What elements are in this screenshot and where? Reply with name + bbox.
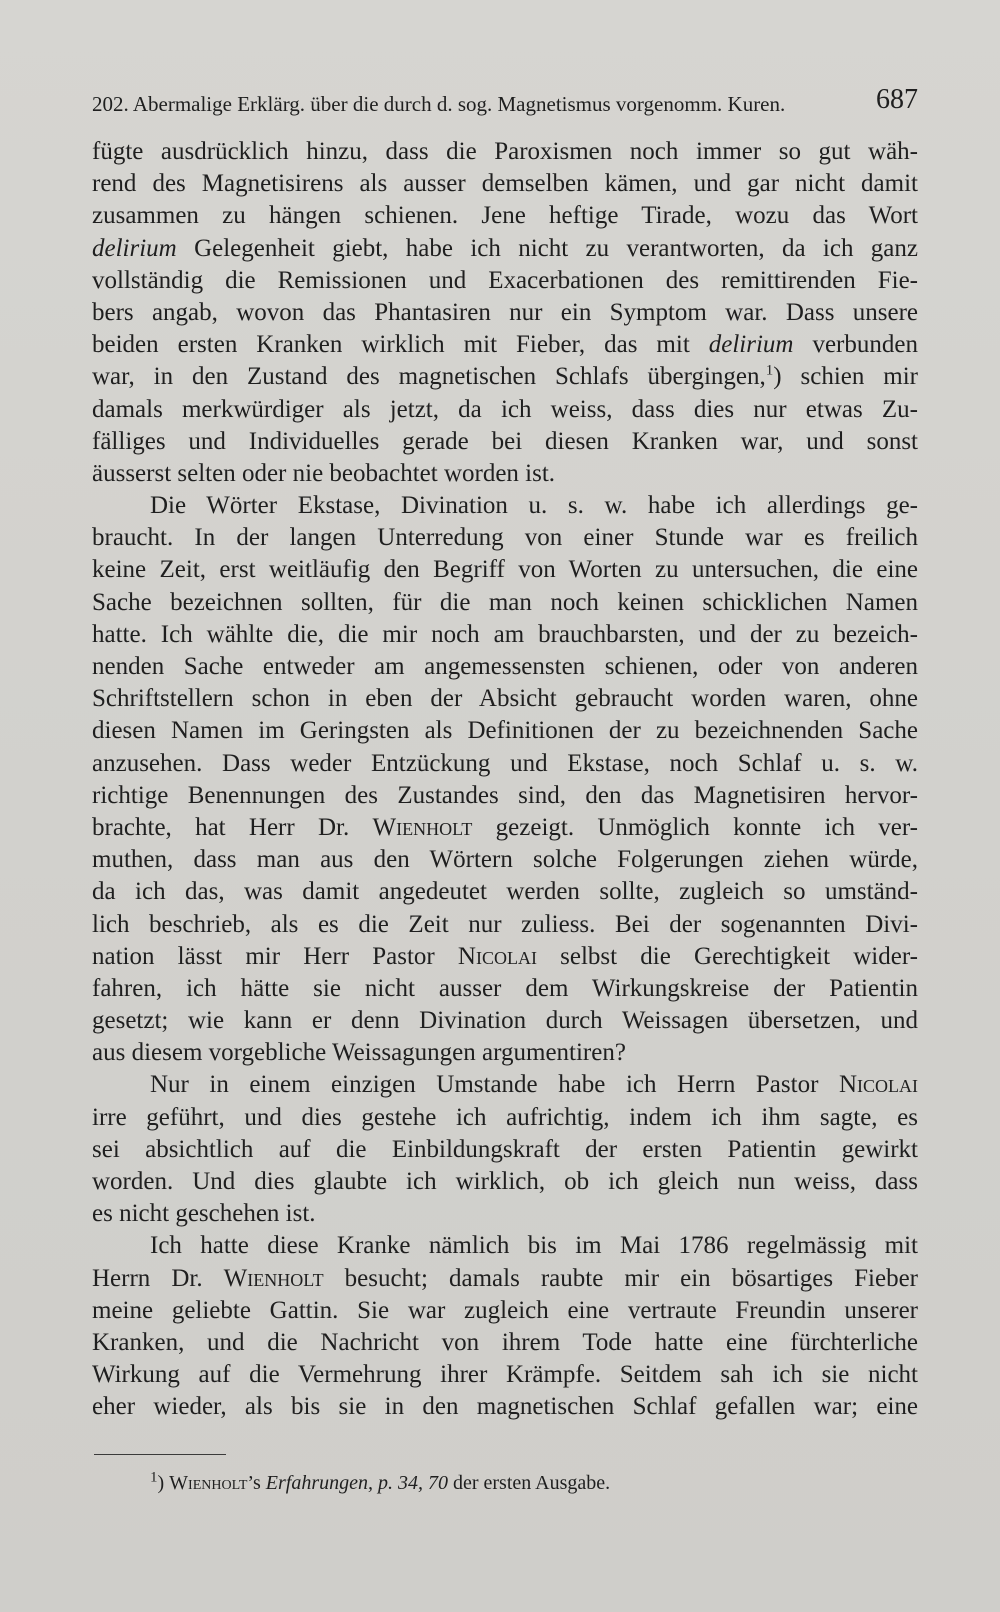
text-line: hatte. Ich wählte die, die mir noch am brauchbarsten, und der zu bezeich-	[92, 620, 918, 648]
text-line: bers angab, wovon das Phantasiren nur ein Symptom war. Dass unsere	[92, 298, 918, 326]
text-line: meine geliebte Gattin. Sie war zugleich eine vertraute Freundin unserer	[92, 1296, 918, 1324]
work-title: Erfahrungen, p. 34, 70	[265, 1472, 448, 1494]
footnote-reference: 1	[765, 362, 774, 379]
text-line: Sache bezeichnen sollten, für die man noch keinen schicklichen Namen	[92, 588, 918, 616]
text-line: rend des Magnetisirens als ausser demselben kämen, und gar nicht damit	[92, 170, 918, 198]
text-line: richtige Benennungen des Zustandes sind, den das Magnetisiren hervor-	[92, 781, 918, 809]
text-line: keine Zeit, erst weitläufig den Begriff von Worten zu untersuchen, die eine	[92, 556, 918, 584]
text-line: damals merkwürdiger als jetzt, da ich weiss, dass dies nur etwas Zu-	[92, 395, 918, 423]
footnote: $^1$) Wienholt’s Erfahrungen, p. 34, 70 der ersten Ausgabe.	[150, 1469, 611, 1494]
text-line: äusserst selten oder nie beobachtet worden ist.	[92, 459, 556, 487]
text-line: es nicht geschehen ist.	[92, 1200, 316, 1228]
text-line: brachte, hat Herr Dr. Wienholt gezeigt. Unmöglich konnte ich ver-	[92, 813, 918, 841]
emphasis: delirium	[92, 234, 177, 262]
text-line: worden. Und dies glaubte ich wirklich, ob ich gleich nun weiss, dass	[92, 1168, 918, 1195]
author-name: Nicolai	[838, 1071, 918, 1099]
text-line: gesetzt; wie kann er denn Divination durch Weissagen übersetzen, und	[92, 1007, 918, 1035]
text-line: delirium Gelegenheit giebt, habe ich nicht zu verantworten, da ich ganz	[92, 234, 918, 262]
text-line: nation lässt mir Herr Pastor Nicolai selbst die Gerechtigkeit wider-	[92, 942, 918, 970]
text-line: Nur in einem einzigen Umstande habe ich Herrn Pastor Nicolai	[150, 1071, 918, 1099]
author-name: Wienholt	[169, 1472, 248, 1494]
text-line: irre geführt, und dies gestehe ich aufrichtig, indem ich ihm sagte, es	[92, 1103, 918, 1131]
page-number: 687	[876, 84, 918, 115]
text-line: fälliges und Individuelles gerade bei diesen Kranken war, und sonst	[92, 427, 918, 455]
text-line: fahren, ich hätte sie nicht ausser dem Wirkungskreise der Patientin	[92, 974, 918, 1002]
text-line: war, in den Zustand des magnetischen Schlafs übergingen,$^1$) schien mir	[92, 362, 918, 391]
running-head	[92, 84, 918, 118]
text-line: nenden Sache entweder am angemessensten schienen, oder von anderen	[92, 653, 918, 680]
emphasis: delirium	[708, 331, 794, 359]
text-line: da ich das, was damit angedeutet werden sollte, zugleich so umständ-	[92, 878, 918, 906]
author-name: Wienholt	[372, 813, 473, 841]
text-line: vollständig die Remissionen und Exacerbationen des remittirenden Fie-	[92, 266, 918, 294]
text-line: lich beschrieb, als es die Zeit nur zuliess. Bei der sogenannten Divi-	[92, 910, 918, 938]
text-line: Die Wörter Ekstase, Divination u. s. w. habe ich allerdings ge-	[150, 492, 918, 520]
text-line: Herrn Dr. Wienholt besucht; damals raubte mir ein bösartiges Fieber	[92, 1264, 918, 1292]
text-line: Schriftstellern schon in eben der Absicht gebraucht worden waren, ohne	[92, 685, 918, 713]
author-name: Wienholt	[223, 1264, 324, 1292]
text-line: aus diesem vorgebliche Weissagungen argumentiren?	[92, 1039, 626, 1067]
text-line: Ich hatte diese Kranke nämlich bis im Mai 1786 regelmässig mit	[150, 1232, 918, 1260]
footnote-marker: 1	[150, 1469, 158, 1486]
text-line: anzusehen. Dass weder Entzückung und Ekstase, noch Schlaf u. s. w.	[92, 749, 918, 777]
text-line: braucht. In der langen Unterredung von einer Stunde war es freilich	[92, 524, 918, 552]
text-line: diesen Namen im Geringsten als Definitionen der zu bezeichnenden Sache	[92, 717, 918, 745]
text-line: eher wieder, als bis sie in den magnetischen Schlaf gefallen war; eine	[92, 1393, 918, 1421]
body-text	[92, 136, 918, 1424]
text-line: muthen, dass man aus den Wörtern solche Folgerungen ziehen würde,	[92, 846, 918, 874]
author-name: Nicolai	[457, 942, 537, 970]
text-line: fügte ausdrücklich hinzu, dass die Paroxismen noch immer so gut wäh-	[92, 138, 918, 165]
text-line: Kranken, und die Nachricht von ihrem Tode hatte eine fürchterliche	[92, 1328, 918, 1356]
text-line: zusammen zu hängen schienen. Jene heftige Tirade, wozu das Wort	[92, 202, 918, 230]
footnote-divider	[94, 1454, 226, 1455]
text-line: Wirkung auf die Vermehrung ihrer Krämpfe. Seitdem sah ich sie nicht	[92, 1361, 918, 1389]
text-line: sei absichtlich auf die Einbildungskraft der ersten Patientin gewirkt	[92, 1135, 918, 1163]
running-head-title: 202. Abermalige Erklärg. über die durch d. sog. Magnetismus vorgenomm. Kuren.	[92, 92, 786, 116]
text-line: beiden ersten Kranken wirklich mit Fieber, das mit delirium verbunden	[92, 331, 918, 359]
